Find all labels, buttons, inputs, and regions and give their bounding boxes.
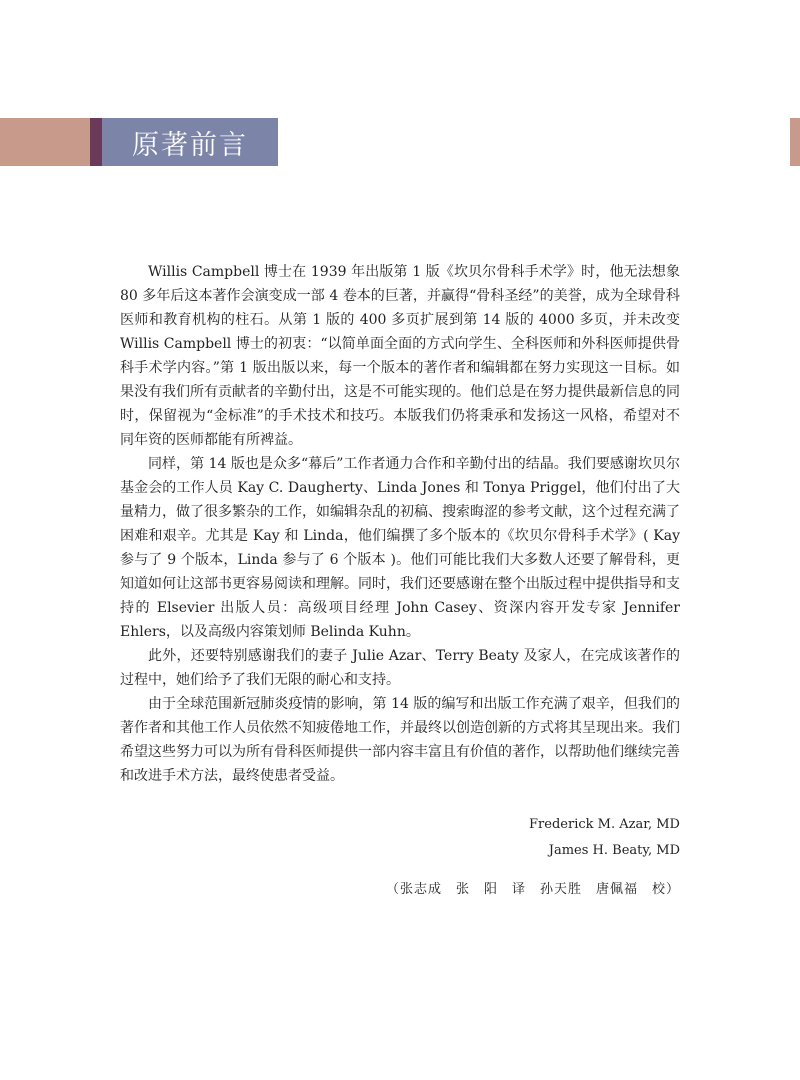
signature-block [400, 812, 680, 864]
signature-beaty: James H. Beaty, MD [548, 843, 680, 858]
signature-azar: Frederick M. Azar, MD [529, 817, 680, 832]
page-title: 原著前言 [132, 129, 248, 161]
paragraph-2: 同样，第 14 版也是众多“幕后”工作者通力合作和辛勤付出的结晶。我们要感谢坎贝尔基金会的工作人员 Kay C. Daugherty、Linda Jones 和 Tonya Priggel，他们付出了大量精力，做了很多繁杂的工作，如编辑杂乱的初稿、搜索晦涩的参考文献，这个过程充满了困难和艰辛。尤其是 Kay 和 Linda，他们编撰了多个版本的《坎贝尔骨科手术学》( Kay 参与了 9 个版本，Linda 参与了 6 个版本 )。他们可能比我们大多数人还要了解骨科，更知道如何让这部书更容易阅读和理解。同时，我们还要感谢在整个出版过程中提供指导和支持的 Elsevier 出版人员：高级项目经理 John Casey、资深内容开发专家 Jennifer Ehlers，以及高级内容策划师 Belinda Kuhn。 [120, 456, 680, 640]
paragraph-3: 此外，还要特别感谢我们的妻子 Julie Azar、Terry Beaty 及家人，在完成该著作的过程中，她们给予了我们无限的耐心和支持。 [120, 648, 680, 688]
paragraph-4: 由于全球范围新冠肺炎疫情的影响，第 14 版的编写和出版工作充满了艰辛，但我们的著作者和其他工作人员依然不知疲倦地工作，并最终以创造创新的方式将其呈现出来。我们希望这些努力可以为所有骨科医师提供一部内容丰富且有价值的著作，以帮助他们继续完善和改进手术方法，最终使患者受益。 [120, 696, 680, 784]
paragraph-1: Willis Campbell 博士在 1939 年出版第 1 版《坎贝尔骨科手术学》时，他无法想象 80 多年后这本著作会演变成一部 4 卷本的巨著，并赢得“骨科圣经”的美誉，成为全球骨科医师和教育机构的柱石。从第 1 版的 400 多页扩展到第 14 版的 4000 多页，并未改变 Willis Campbell 博士的初衷：“以简单面全面的方式向学生、全科医师和外科医师提供骨科手术学内容。”第 1 版出版以来，每一个版本的著作者和编辑都在努力实现这一目标。如果没有我们所有贡献者的辛勤付出，这是不可能实现的。他们总是在努力提供最新信息的同时，保留视为“金标准”的手术技术和技巧。本版我们仍将秉承和发扬这一风格，希望对不同年资的医师都能有所裨益。 [120, 264, 680, 448]
header-band-left [0, 118, 90, 166]
translators-credit: （张志成 张 阳 译 孙天胜 唐佩福 校） [385, 882, 680, 897]
header-band-stripe [90, 118, 102, 166]
header-band-right [790, 118, 800, 166]
title-box [102, 118, 278, 166]
preface-body [120, 260, 680, 788]
